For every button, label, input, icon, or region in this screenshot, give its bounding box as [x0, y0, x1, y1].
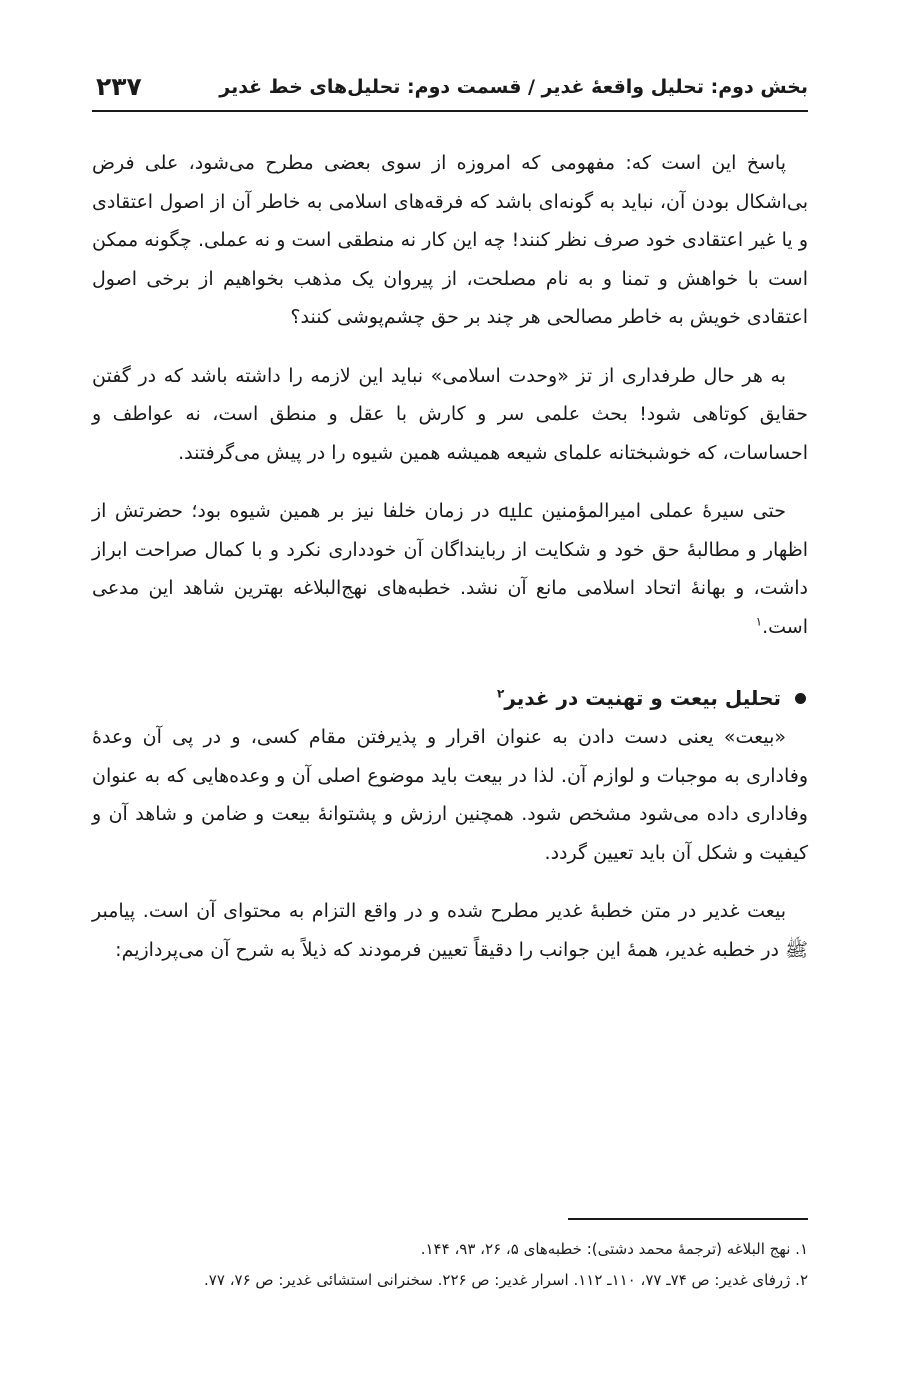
footnote: ۲. ژرفای غدیر: ص ۷۴ـ ۷۷، ۱۱۰ـ ۱۱۲. اسرار غدیر: ص ۲۲۶. سخنرانی استشائی غدیر: ص ۷۶، ۷۷. — [204, 1271, 808, 1289]
paragraph-text: پاسخ این است که: مفهومی که امروزه از سوی بعضی مطرح می‌شود، علی فرض بی‌اشکال بودن آن، نباید به گونه‌ای باشد که فرقه‌های اسلامی به خاطر آن از اصول اعتقادی و یا غیر اعتقادی خود صرف نظر کنند! چه این کار نه منطقی است و نه عملی. چگونه ممکن است با خواهش و تمنا و به نام مصلحت، از پیروان یک مذهب بخواهیم از برخی اصول اعتقادی خویش به خاطر مصالحی هر چند بر حق چشم‌پوشی کنند؟ — [92, 152, 808, 328]
body-text — [92, 144, 808, 989]
paragraph-text: به هر حال طرفداری از تز «وحدت اسلامی» نباید این لازمه را داشته باشد که در گفتن حقایق کوتاهی شود! بحث علمی سر و کارش با عقل و منطق است، نه عواطف و احساسات، که خوشبختانه علمای شیعه همیشه همین شیوه را در پیش می‌گرفتند. — [92, 364, 808, 464]
footnote-mark: ۱ — [755, 614, 763, 629]
paragraph — [92, 144, 808, 337]
footnotes — [92, 1218, 808, 1296]
heading-label: تحلیل بیعت و تهنیت در غدیر — [504, 686, 781, 710]
paragraph-text: حتی سیرهٔ عملی امیرالمؤمنین ﷷ در زمان خلفا نیز بر همین شیوه بود؛ حضرتش از اظهار و مطالبهٔ حق خود و شکایت از رباینداگان آن خودداری نکرد و با کمال صراحت ابراز داشت، و بهانهٔ اتحاد اسلامی مانع آن نشد. خطبه‌های نهج‌البلاغه بهترین شاهد این مدعی است. — [92, 500, 808, 638]
paragraph — [92, 357, 808, 473]
bullet-icon — [795, 693, 806, 704]
section-heading — [92, 680, 808, 716]
paragraph — [92, 492, 808, 646]
footnote: ۱. نهج البلاغه (ترجمهٔ محمد دشتی): خطبه‌های ۵، ۲۶، ۹۳، ۱۴۴. — [420, 1240, 808, 1258]
paragraph-text: «بیعت» یعنی دست دادن به عنوان اقرار و پذیرفتن مقام کسی، و در پی آن وعدهٔ وفاداری به موجبات و لوازم آن. لذا در بیعت باید موضوع اصلی آن و وعده‌هایی که به عنوان وفاداری داده می‌شود مشخص شود. همچنین ارزش و پشتوانهٔ بیعت و ضامن و شاهد آن و کیفیت و شکل آن باید تعیین گردد. — [92, 726, 808, 864]
running-header — [92, 66, 808, 112]
running-title: بخش دوم: تحلیل واقعهٔ غدیر / قسمت دوم: تحلیل‌های خط غدیر — [219, 76, 808, 98]
book-page — [92, 0, 808, 1390]
paragraph — [92, 718, 808, 872]
paragraph — [92, 892, 808, 969]
paragraph-text: بیعت غدیر در متن خطبهٔ غدیر مطرح شده و در واقع التزام به محتوای آن است. پیامبر ﷺ در خطبه غدیر، همهٔ این جوانب را دقیقاً تعیین فرمودند که ذیلاً به شرح آن می‌پردازیم: — [92, 900, 808, 961]
footnote-divider — [568, 1218, 808, 1220]
section-heading-text — [497, 680, 781, 716]
page-number: ۲۳۷ — [96, 72, 142, 101]
footnote-mark: ۲ — [497, 686, 505, 701]
